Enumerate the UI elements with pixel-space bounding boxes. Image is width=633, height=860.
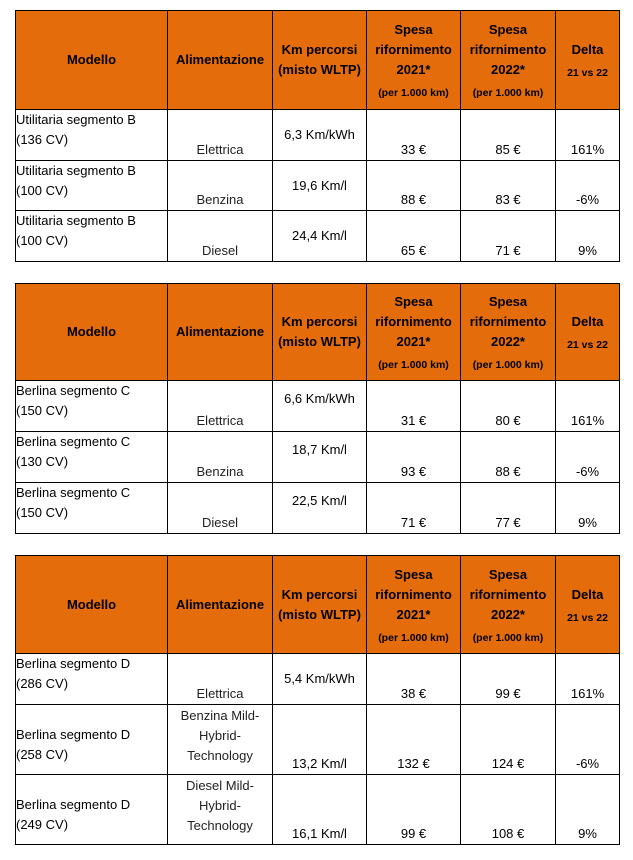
header-km: Km percorsi (misto WLTP): [273, 556, 367, 654]
header-alimentazione: Alimentazione: [168, 556, 273, 654]
table-row: [16, 705, 620, 775]
delta-cell: 9%: [556, 483, 620, 534]
header-spesa-2021-label: Spesa rifornimento 2021*: [375, 294, 452, 349]
km-cell: 5,4 Km/kWh: [273, 654, 367, 705]
delta-cell: -6%: [556, 432, 620, 483]
header-per-km: (per 1.000 km): [472, 87, 544, 99]
delta-cell: -6%: [556, 705, 620, 775]
header-spesa-2022: [461, 556, 556, 654]
cost-2022-cell: 88 €: [461, 432, 556, 483]
header-spesa-2021: [367, 284, 461, 381]
header-delta: [556, 284, 620, 381]
header-per-km: (per 1.000 km): [378, 87, 449, 99]
header-per-km: (per 1.000 km): [472, 359, 544, 371]
header-per-km: (per 1.000 km): [378, 359, 449, 371]
delta-cell: 9%: [556, 775, 620, 845]
model-cell: Berlina segmento C (130 CV): [16, 432, 168, 483]
km-cell: 24,4 Km/l: [273, 211, 367, 262]
km-cell: 16,1 Km/l: [273, 775, 367, 845]
km-cell: 6,6 Km/kWh: [273, 381, 367, 432]
delta-cell: -6%: [556, 161, 620, 211]
table-row: [16, 654, 620, 705]
header-row: [16, 556, 620, 654]
table-row: [16, 381, 620, 432]
header-modello: Modello: [16, 556, 168, 654]
fuel-cell: Elettrica: [168, 381, 273, 432]
header-delta-label: Delta: [571, 586, 604, 602]
header-spesa-2021: [367, 11, 461, 110]
cost-2022-cell: 77 €: [461, 483, 556, 534]
cost-2021-cell: 31 €: [367, 381, 461, 432]
cost-2022-cell: 99 €: [461, 654, 556, 705]
comparison-table-segment-b: [15, 10, 620, 262]
model-cell: Utilitaria segmento B (100 CV): [16, 211, 168, 262]
cost-2022-cell: 124 €: [461, 705, 556, 775]
delta-cell: 161%: [556, 110, 620, 161]
comparison-table-segment-c: [15, 283, 620, 534]
km-cell: 19,6 Km/l: [273, 161, 367, 211]
table-row: [16, 432, 620, 483]
table-row: [16, 775, 620, 845]
cost-2021-cell: 132 €: [367, 705, 461, 775]
header-alimentazione: Alimentazione: [168, 11, 273, 110]
model-cell: Berlina segmento C (150 CV): [16, 381, 168, 432]
cost-2021-cell: 71 €: [367, 483, 461, 534]
header-spesa-2022: [461, 284, 556, 381]
table-row: [16, 161, 620, 211]
header-delta-sub: 21 vs 22: [567, 67, 608, 79]
km-cell: 13,2 Km/l: [273, 705, 367, 775]
cost-2021-cell: 33 €: [367, 110, 461, 161]
cost-2021-cell: 88 €: [367, 161, 461, 211]
header-modello: Modello: [16, 11, 168, 110]
header-delta-label: Delta: [571, 42, 604, 57]
cost-2022-cell: 108 €: [461, 775, 556, 845]
header-km: Km percorsi (misto WLTP): [273, 284, 367, 381]
delta-cell: 161%: [556, 381, 620, 432]
fuel-cell: Benzina: [168, 432, 273, 483]
table-row: [16, 483, 620, 534]
header-spesa-2022-label: Spesa rifornimento 2022*: [469, 294, 547, 349]
header-spesa-2022-label: Spesa rifornimento 2022*: [469, 22, 547, 77]
fuel-cell: Elettrica: [168, 654, 273, 705]
km-cell: 18,7 Km/l: [273, 432, 367, 483]
header-km: Km percorsi (misto WLTP): [273, 11, 367, 110]
header-alimentazione: Alimentazione: [168, 284, 273, 381]
cost-2021-cell: 99 €: [367, 775, 461, 845]
km-cell: 22,5 Km/l: [273, 483, 367, 534]
header-spesa-2022: [461, 11, 556, 110]
header-spesa-2021: [367, 556, 461, 654]
header-delta: [556, 11, 620, 110]
delta-cell: 9%: [556, 211, 620, 262]
header-spesa-2021-label: Spesa rifornimento 2021*: [375, 566, 452, 622]
header-row: [16, 11, 620, 110]
header-spesa-2022-label: Spesa rifornimento 2022*: [469, 566, 547, 622]
model-cell: Utilitaria segmento B (136 CV): [16, 110, 168, 161]
header-modello: Modello: [16, 284, 168, 381]
cost-2021-cell: 93 €: [367, 432, 461, 483]
fuel-cell: Benzina: [168, 161, 273, 211]
fuel-cell: Diesel: [168, 483, 273, 534]
header-per-km: (per 1.000 km): [472, 631, 544, 644]
header-delta-sub: 21 vs 22: [567, 611, 608, 624]
cost-2022-cell: 71 €: [461, 211, 556, 262]
cost-2022-cell: 80 €: [461, 381, 556, 432]
table-row: [16, 211, 620, 262]
model-cell: Berlina segmento D (286 CV): [16, 654, 168, 705]
table-row: [16, 110, 620, 161]
header-delta: [556, 556, 620, 654]
header-per-km: (per 1.000 km): [378, 631, 449, 644]
model-cell: Berlina segmento D (258 CV): [16, 705, 168, 775]
fuel-cell: Elettrica: [168, 110, 273, 161]
km-cell: 6,3 Km/kWh: [273, 110, 367, 161]
cost-2022-cell: 83 €: [461, 161, 556, 211]
fuel-cell: Diesel Mild- Hybrid- Technology: [168, 775, 273, 845]
delta-cell: 161%: [556, 654, 620, 705]
cost-2021-cell: 65 €: [367, 211, 461, 262]
model-cell: Utilitaria segmento B (100 CV): [16, 161, 168, 211]
model-cell: Berlina segmento D (249 CV): [16, 775, 168, 845]
comparison-table-segment-d: [15, 555, 620, 845]
header-delta-label: Delta: [571, 314, 604, 329]
header-row: [16, 284, 620, 381]
header-delta-sub: 21 vs 22: [567, 339, 608, 351]
fuel-cell: Diesel: [168, 211, 273, 262]
model-cell: Berlina segmento C (150 CV): [16, 483, 168, 534]
header-spesa-2021-label: Spesa rifornimento 2021*: [375, 22, 452, 77]
fuel-cell: Benzina Mild- Hybrid- Technology: [168, 705, 273, 775]
cost-2021-cell: 38 €: [367, 654, 461, 705]
cost-2022-cell: 85 €: [461, 110, 556, 161]
